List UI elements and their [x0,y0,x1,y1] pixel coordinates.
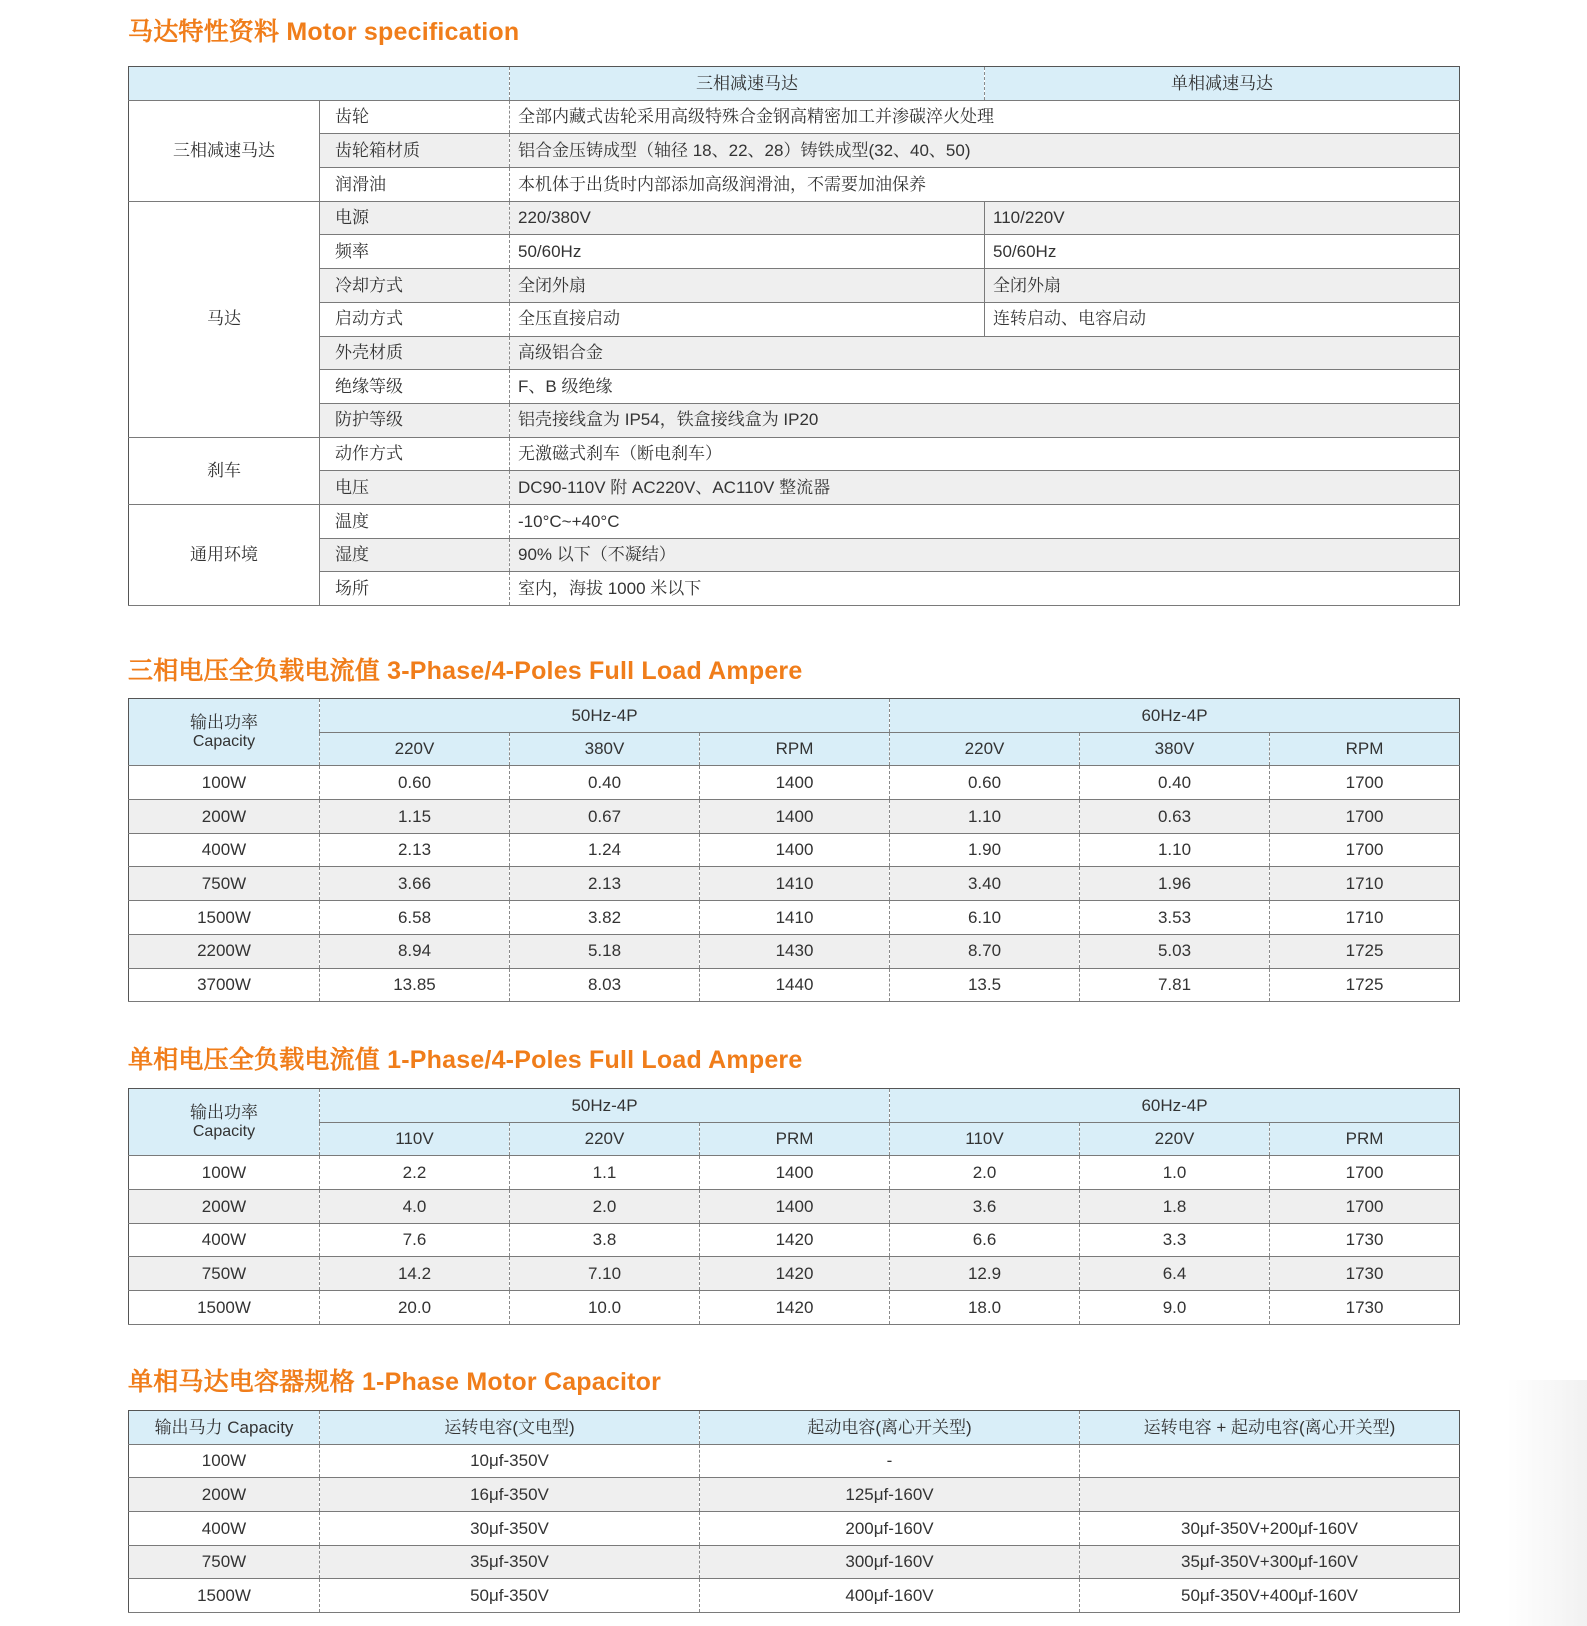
row-value: 3.6 [890,1190,1080,1224]
col-header: 运转电容(文电型) [320,1411,700,1445]
row-value: 200μf-160V [700,1512,1080,1546]
spec-row-three-phase-value: 全闭外扇 [510,269,985,303]
row-capacity: 750W [129,1257,320,1291]
spec-row-three-phase-value: 220/380V [510,201,985,235]
row-value: 12.9 [890,1257,1080,1291]
col-header: 输出马力 Capacity [129,1411,320,1445]
col-header: RPM [1270,732,1460,766]
row-value: 1420 [700,1223,890,1257]
row-value: 300μf-160V [700,1545,1080,1579]
row-value: 1.24 [510,833,700,867]
spec-row-label: 湿度 [320,538,510,572]
row-value: 1700 [1270,1156,1460,1190]
row-capacity: 1500W [129,1291,320,1325]
spec-row-label: 频率 [320,235,510,269]
spec-row-single-phase-value: 110/220V [985,201,1460,235]
spec-row-value: F、B 级绝缘 [510,370,1460,404]
capacity-cn-label: 输出功率 [190,713,258,733]
row-value: 1420 [700,1291,890,1325]
row-value: 1.96 [1080,867,1270,901]
row-value: 2.0 [510,1190,700,1224]
spec-group-label: 通用环境 [129,504,320,605]
row-value: 1400 [700,766,890,800]
spec-group-label: 刹车 [129,437,320,504]
spec-row [129,403,1460,437]
table-row [129,901,1460,935]
spec-row-value: -10°C~+40°C [510,504,1460,538]
capacity-en-label: Capacity [192,1122,256,1140]
row-value: - [700,1444,1080,1478]
row-value: 1725 [1270,968,1460,1002]
row-value: 2.13 [320,833,510,867]
spec-row [129,336,1460,370]
row-value: 1725 [1270,934,1460,968]
row-value: 6.10 [890,901,1080,935]
row-value: 1730 [1270,1223,1460,1257]
spec-row [129,168,1460,202]
col-header: 220V [890,732,1080,766]
single-phase-capacity-header [129,1089,320,1156]
row-value: 8.94 [320,934,510,968]
table-row [129,934,1460,968]
table-row [129,1579,1460,1613]
single-phase-title: 单相电压全负载电流值 1-Phase/4-Poles Full Load Ampere [128,1046,803,1074]
table-row [129,867,1460,901]
spec-row-single-phase-value: 50/60Hz [985,235,1460,269]
row-value: 1700 [1270,800,1460,834]
row-value: 50μf-350V [320,1579,700,1613]
row-value: 400μf-160V [700,1579,1080,1613]
spec-row [129,100,1460,134]
col-header: 运转电容 + 起动电容(离心开关型) [1080,1411,1460,1445]
row-value: 6.4 [1080,1257,1270,1291]
spec-row-value: 铝合金压铸成型（轴径 18、22、28）铸铁成型(32、40、50) [510,134,1460,168]
row-capacity: 1500W [129,901,320,935]
col-header: 220V [320,732,510,766]
row-value: 1.8 [1080,1190,1270,1224]
table-row [129,833,1460,867]
row-value: 14.2 [320,1257,510,1291]
spec-row [129,235,1460,269]
row-value: 1440 [700,968,890,1002]
table-row [129,1545,1460,1579]
row-value: 9.0 [1080,1291,1270,1325]
spec-row-label: 电源 [320,201,510,235]
row-value: 16μf-350V [320,1478,700,1512]
col-header: 220V [1080,1122,1270,1156]
row-value: 5.03 [1080,934,1270,968]
row-value: 10μf-350V [320,1444,700,1478]
table-row [129,800,1460,834]
row-value: 1.10 [1080,833,1270,867]
table-row [129,968,1460,1002]
row-value: 3.3 [1080,1223,1270,1257]
table-row [129,1478,1460,1512]
table-row [129,1257,1460,1291]
spec-group-label: 马达 [129,201,320,437]
row-value: 0.67 [510,800,700,834]
three-phase-freq-60: 60Hz-4P [890,699,1460,733]
motor-spec-title: 马达特性资料 Motor specification [128,18,520,46]
spec-group-label: 三相减速马达 [129,100,320,201]
row-value: 6.6 [890,1223,1080,1257]
three-phase-header-row [129,699,1460,733]
spec-row [129,437,1460,471]
row-value: 3.82 [510,901,700,935]
row-value: 1700 [1270,833,1460,867]
row-value: 1.1 [510,1156,700,1190]
row-value: 3.40 [890,867,1080,901]
spec-header-blank-2 [320,67,510,101]
row-value: 1710 [1270,901,1460,935]
row-capacity: 750W [129,867,320,901]
capacitor-table [128,1410,1460,1613]
row-value: 1730 [1270,1291,1460,1325]
spec-row [129,538,1460,572]
table-row [129,1444,1460,1478]
col-header: 220V [510,1122,700,1156]
row-value: 1.10 [890,800,1080,834]
row-value: 0.40 [510,766,700,800]
page-edge-shade [1507,1380,1587,1626]
row-value: 7.10 [510,1257,700,1291]
row-capacity: 750W [129,1545,320,1579]
spec-header-single-phase: 单相减速马达 [985,67,1460,101]
spec-row [129,370,1460,404]
row-value: 2.0 [890,1156,1080,1190]
row-value: 7.81 [1080,968,1270,1002]
spec-row-value: 90% 以下（不凝结） [510,538,1460,572]
spec-row-label: 绝缘等级 [320,370,510,404]
row-capacity: 200W [129,800,320,834]
row-value: 1710 [1270,867,1460,901]
row-capacity: 3700W [129,968,320,1002]
spec-header-blank [129,67,320,101]
row-capacity: 100W [129,766,320,800]
table-row [129,1291,1460,1325]
capacity-en-label: Capacity [192,732,256,750]
single-phase-header-row [129,1089,1460,1123]
row-value: 3.53 [1080,901,1270,935]
capacitor-title: 单相马达电容器规格 1-Phase Motor Capacitor [128,1368,662,1396]
spec-row-label: 温度 [320,504,510,538]
spec-row [129,302,1460,336]
row-value: 20.0 [320,1291,510,1325]
row-capacity: 400W [129,833,320,867]
single-phase-freq-50: 50Hz-4P [320,1089,890,1123]
spec-row-value: 高级铝合金 [510,336,1460,370]
spec-row [129,572,1460,606]
row-capacity: 1500W [129,1579,320,1613]
row-capacity: 100W [129,1156,320,1190]
row-capacity: 2200W [129,934,320,968]
spec-row [129,134,1460,168]
spec-row-label: 防护等级 [320,403,510,437]
row-value: 50μf-350V+400μf-160V [1080,1579,1460,1613]
row-value: 1700 [1270,766,1460,800]
three-phase-table [128,698,1460,1002]
spec-row-label: 外壳材质 [320,336,510,370]
spec-row-value: 无激磁式刹车（断电刹车） [510,437,1460,471]
spec-row-label: 电压 [320,471,510,505]
single-phase-freq-60: 60Hz-4P [890,1089,1460,1123]
spec-row-label: 齿轮 [320,100,510,134]
spec-row-label: 齿轮箱材质 [320,134,510,168]
row-value: 35μf-350V [320,1545,700,1579]
row-value: 1700 [1270,1190,1460,1224]
row-value: 10.0 [510,1291,700,1325]
row-value: 13.5 [890,968,1080,1002]
row-value: 1.0 [1080,1156,1270,1190]
row-value: 0.60 [320,766,510,800]
row-value: 5.18 [510,934,700,968]
row-value: 1410 [700,867,890,901]
spec-row-value: 全部内藏式齿轮采用高级特殊合金钢高精密加工并渗碳淬火处理 [510,100,1460,134]
single-phase-subheader-row [129,1122,1460,1156]
spec-row [129,269,1460,303]
three-phase-capacity-header [129,699,320,766]
row-value [1080,1444,1460,1478]
row-value: 1730 [1270,1257,1460,1291]
spec-row-three-phase-value: 50/60Hz [510,235,985,269]
capacity-cn-label: 输出功率 [190,1103,258,1123]
row-value [1080,1478,1460,1512]
col-header: 380V [1080,732,1270,766]
spec-row-label: 动作方式 [320,437,510,471]
spec-row-single-phase-value: 连转启动、电容启动 [985,302,1460,336]
row-value: 2.2 [320,1156,510,1190]
row-capacity: 200W [129,1478,320,1512]
row-value: 1400 [700,800,890,834]
row-value: 8.03 [510,968,700,1002]
table-row [129,1223,1460,1257]
col-header: 380V [510,732,700,766]
row-value: 35μf-350V+300μf-160V [1080,1545,1460,1579]
table-row [129,766,1460,800]
row-value: 0.60 [890,766,1080,800]
spec-row-value: 室内，海拔 1000 米以下 [510,572,1460,606]
col-header: RPM [700,732,890,766]
spec-row-value: 本机体于出货时内部添加高级润滑油，不需要加油保养 [510,168,1460,202]
row-value: 30μf-350V+200μf-160V [1080,1512,1460,1546]
row-value: 0.40 [1080,766,1270,800]
row-value: 7.6 [320,1223,510,1257]
row-value: 1400 [700,1190,890,1224]
three-phase-subheader-row [129,732,1460,766]
spec-row-label: 场所 [320,572,510,606]
row-value: 3.8 [510,1223,700,1257]
spec-row-value: 铝壳接线盒为 IP54，铁盒接线盒为 IP20 [510,403,1460,437]
spec-row [129,201,1460,235]
row-value: 30μf-350V [320,1512,700,1546]
row-value: 1430 [700,934,890,968]
spec-row [129,504,1460,538]
spec-row-label: 启动方式 [320,302,510,336]
col-header: 110V [320,1122,510,1156]
col-header: 起动电容(离心开关型) [700,1411,1080,1445]
row-capacity: 400W [129,1512,320,1546]
table-row [129,1512,1460,1546]
spec-row-single-phase-value: 全闭外扇 [985,269,1460,303]
row-value: 4.0 [320,1190,510,1224]
motor-spec-table [128,66,1460,606]
row-value: 1.90 [890,833,1080,867]
spec-row-label: 冷却方式 [320,269,510,303]
col-header: PRM [700,1122,890,1156]
spec-row-value: DC90-110V 附 AC220V、AC110V 整流器 [510,471,1460,505]
row-value: 1420 [700,1257,890,1291]
spec-row-three-phase-value: 全压直接启动 [510,302,985,336]
row-value: 125μf-160V [700,1478,1080,1512]
spec-row-label: 润滑油 [320,168,510,202]
col-header: 110V [890,1122,1080,1156]
three-phase-title: 三相电压全负载电流值 3-Phase/4-Poles Full Load Ampere [128,657,803,685]
row-value: 1410 [700,901,890,935]
row-value: 18.0 [890,1291,1080,1325]
row-value: 1400 [700,833,890,867]
row-capacity: 200W [129,1190,320,1224]
three-phase-freq-50: 50Hz-4P [320,699,890,733]
row-value: 2.13 [510,867,700,901]
col-header: PRM [1270,1122,1460,1156]
row-value: 3.66 [320,867,510,901]
row-capacity: 100W [129,1444,320,1478]
single-phase-table [128,1088,1460,1325]
spec-header-row [129,67,1460,101]
row-capacity: 400W [129,1223,320,1257]
spec-header-three-phase: 三相减速马达 [510,67,985,101]
row-value: 0.63 [1080,800,1270,834]
row-value: 1.15 [320,800,510,834]
row-value: 8.70 [890,934,1080,968]
row-value: 13.85 [320,968,510,1002]
row-value: 6.58 [320,901,510,935]
table-row [129,1156,1460,1190]
spec-row [129,471,1460,505]
row-value: 1400 [700,1156,890,1190]
capacitor-header-row [129,1411,1460,1445]
table-row [129,1190,1460,1224]
